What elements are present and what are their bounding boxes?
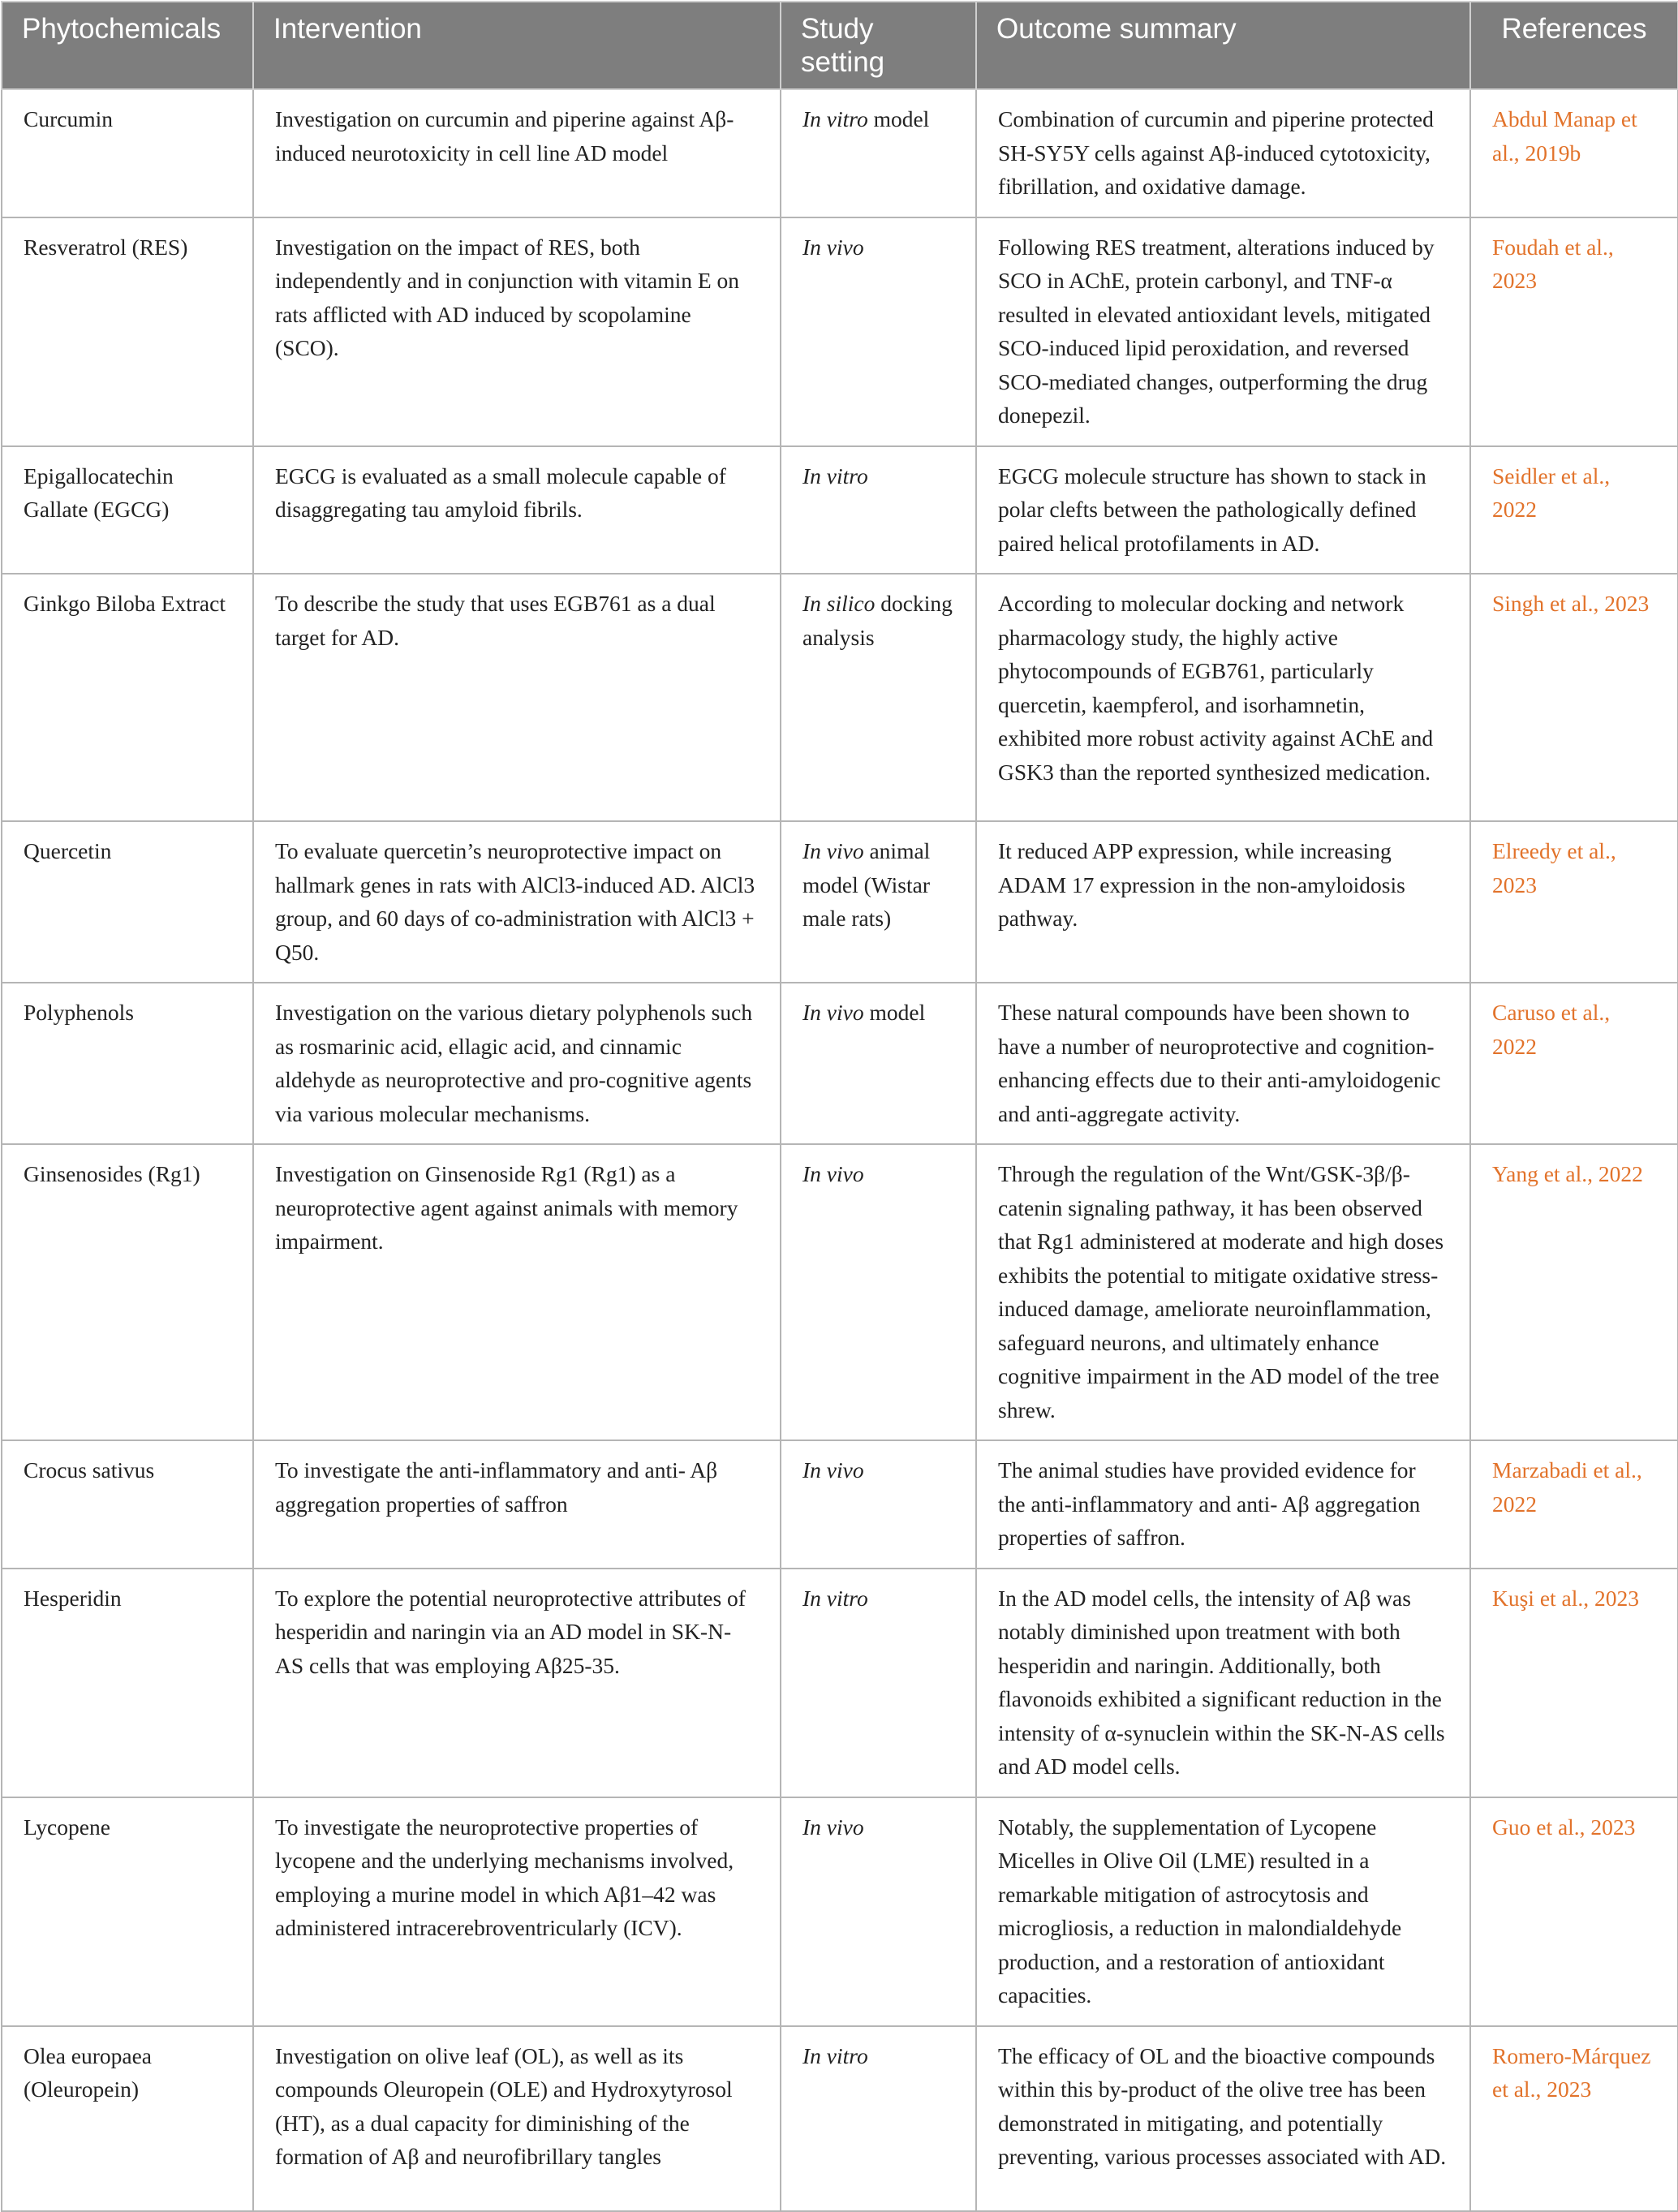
study-setting-cell <box>781 1144 976 1440</box>
table-row <box>2 2026 1678 2211</box>
phytochemical-cell: Lycopene <box>2 1797 253 2026</box>
intervention-cell: To investigate the neuroprotective properties of lycopene and the underlying mechanisms involved, employing a murine model in which Aβ1–42 was administered intracerebroventricularly (ICV). <box>253 1797 781 2026</box>
outcome-cell: Notably, the supplementation of Lycopene Micelles in Olive Oil (LME) resulted in a remarkable mitigation of astrocytosis and microgliosis, a reduction in malondialdehyde production, and a restoration of antioxidant capacities. <box>976 1797 1470 2026</box>
table-row <box>2 1569 1678 1797</box>
outcome-cell: Combination of curcumin and piperine protected SH-SY5Y cells against Aβ-induced cytotoxicity, fibrillation, and oxidative damage. <box>976 89 1470 217</box>
table-row <box>2 1797 1678 2026</box>
intervention-cell: Investigation on olive leaf (OL), as well as its compounds Oleuropein (OLE) and Hydroxytyrosol (HT), as a dual capacity for diminishing of the formation of Aβ and neurofibrillary tangles <box>253 2026 781 2211</box>
table-row <box>2 574 1678 821</box>
study-setting-italic: In vitro <box>802 463 868 488</box>
study-setting-cell <box>781 1569 976 1797</box>
study-setting-italic: In vivo <box>802 1000 864 1025</box>
reference-link[interactable]: Foudah et al., 2023 <box>1470 217 1678 446</box>
intervention-cell: To explore the potential neuroprotective attributes of hesperidin and naringin via an AD model in SK-N-AS cells that was employing Aβ25-35. <box>253 1569 781 1797</box>
phytochemical-cell: Ginsenosides (Rg1) <box>2 1144 253 1440</box>
study-setting-italic: In vivo <box>802 1161 864 1186</box>
table-row <box>2 217 1678 446</box>
phytochemical-cell: Polyphenols <box>2 983 253 1144</box>
header-study-setting: Study setting <box>781 2 976 89</box>
phytochemical-cell: Curcumin <box>2 89 253 217</box>
outcome-cell: The animal studies have provided evidence for the anti-inflammatory and anti- Aβ aggregation properties of saffron. <box>976 1440 1470 1569</box>
study-setting-cell <box>781 983 976 1144</box>
reference-link[interactable]: Guo et al., 2023 <box>1470 1797 1678 2026</box>
reference-link[interactable]: Caruso et al., 2022 <box>1470 983 1678 1144</box>
study-setting-rest: model <box>863 1000 926 1025</box>
intervention-cell: Investigation on the various dietary polyphenols such as rosmarinic acid, ellagic acid, and cinnamic aldehyde as neuroprotective and pro-cognitive agents via various molecular mechanisms. <box>253 983 781 1144</box>
reference-link[interactable]: Yang et al., 2022 <box>1470 1144 1678 1440</box>
header-outcome-summary: Outcome summary <box>976 2 1470 89</box>
intervention-cell: To evaluate quercetin’s neuroprotective impact on hallmark genes in rats with AlCl3-induced AD. AlCl3 group, and 60 days of co-administration with AlCl3 + Q50. <box>253 821 781 983</box>
reference-link[interactable]: Abdul Manap et al., 2019b <box>1470 89 1678 217</box>
study-setting-cell <box>781 574 976 821</box>
phytochemical-cell: Ginkgo Biloba Extract <box>2 574 253 821</box>
study-setting-cell <box>781 217 976 446</box>
intervention-cell: To investigate the anti-inflammatory and anti- Aβ aggregation properties of saffron <box>253 1440 781 1569</box>
intervention-cell: EGCG is evaluated as a small molecule capable of disaggregating tau amyloid fibrils. <box>253 446 781 575</box>
outcome-cell: According to molecular docking and network pharmacology study, the highly active phytocompounds of EGB761, particularly quercetin, kaempferol, and isorhamnetin, exhibited more robust activity against AChE and GSK3 than the reported synthesized medication. <box>976 574 1470 821</box>
table-header-row <box>2 2 1678 89</box>
outcome-cell: These natural compounds have been shown to have a number of neuroprotective and cognition-enhancing effects due to their anti-amyloidogenic and anti-aggregate activity. <box>976 983 1470 1144</box>
intervention-cell: To describe the study that uses EGB761 as a dual target for AD. <box>253 574 781 821</box>
table-row <box>2 983 1678 1144</box>
study-setting-rest: animal model (Wistar male rats) <box>802 838 931 931</box>
phytochemical-cell: Epigallocatechin Gallate (EGCG) <box>2 446 253 575</box>
phytochemical-cell: Quercetin <box>2 821 253 983</box>
study-setting-italic: In vivo <box>802 1457 864 1483</box>
outcome-cell: Following RES treatment, alterations induced by SCO in AChE, protein carbonyl, and TNF-α resulted in elevated antioxidant levels, mitigated SCO-induced lipid peroxidation, and reversed SCO-mediated changes, outperforming the drug donepezil. <box>976 217 1470 446</box>
study-setting-rest: docking analysis <box>802 591 953 650</box>
study-setting-cell <box>781 2026 976 2211</box>
study-setting-cell <box>781 446 976 575</box>
table-row <box>2 1144 1678 1440</box>
table-row <box>2 89 1678 217</box>
study-setting-italic: In vivo <box>802 1814 864 1840</box>
header-phytochemicals: Phytochemicals <box>2 2 253 89</box>
phytochemical-cell: Olea europaea (Oleuropein) <box>2 2026 253 2211</box>
intervention-cell: Investigation on the impact of RES, both independently and in conjunction with vitamin E on rats afflicted with AD induced by scopolamine (SCO). <box>253 217 781 446</box>
outcome-cell: It reduced APP expression, while increasing ADAM 17 expression in the non-amyloidosis pathway. <box>976 821 1470 983</box>
study-setting-italic: In vitro <box>802 106 868 131</box>
phytochemical-cell: Hesperidin <box>2 1569 253 1797</box>
outcome-cell: Through the regulation of the Wnt/GSK-3β/β-catenin signaling pathway, it has been observed that Rg1 administered at moderate and high doses exhibits the potential to mitigate oxidative stress-induced damage, ameliorate neuroinflammation, safeguard neurons, and ultimately enhance cognitive impairment in the AD model of the tree shrew. <box>976 1144 1470 1440</box>
study-setting-rest: model <box>867 106 930 131</box>
phytochemicals-table <box>1 1 1678 2212</box>
study-setting-cell <box>781 1797 976 2026</box>
header-references: References <box>1470 2 1678 89</box>
outcome-cell: The efficacy of OL and the bioactive compounds within this by-product of the olive tree has been demonstrated in mitigating, and potentially preventing, various processes associated with AD. <box>976 2026 1470 2211</box>
outcome-cell: In the AD model cells, the intensity of Aβ was notably diminished upon treatment with both hesperidin and naringin. Additionally, both flavonoids exhibited a significant reduction in the intensity of α-synuclein within the SK-N-AS cells and AD model cells. <box>976 1569 1470 1797</box>
header-intervention: Intervention <box>253 2 781 89</box>
study-setting-cell <box>781 89 976 217</box>
study-setting-italic: In vitro <box>802 1585 868 1611</box>
reference-link[interactable]: Seidler et al., 2022 <box>1470 446 1678 575</box>
reference-link[interactable]: Elreedy et al., 2023 <box>1470 821 1678 983</box>
table-row <box>2 821 1678 983</box>
study-setting-cell <box>781 821 976 983</box>
intervention-cell: Investigation on curcumin and piperine against Aβ-induced neurotoxicity in cell line AD model <box>253 89 781 217</box>
study-setting-italic: In silico <box>802 591 876 616</box>
reference-link[interactable]: Kuşi et al., 2023 <box>1470 1569 1678 1797</box>
study-setting-italic: In vivo <box>802 234 864 260</box>
study-setting-italic: In vitro <box>802 2042 868 2068</box>
reference-link[interactable]: Romero-Márquez et al., 2023 <box>1470 2026 1678 2211</box>
phytochemical-cell: Crocus sativus <box>2 1440 253 1569</box>
study-setting-cell <box>781 1440 976 1569</box>
intervention-cell: Investigation on Ginsenoside Rg1 (Rg1) as a neuroprotective agent against animals with memory impairment. <box>253 1144 781 1440</box>
table-row <box>2 1440 1678 1569</box>
reference-link[interactable]: Marzabadi et al., 2022 <box>1470 1440 1678 1569</box>
table-row <box>2 446 1678 575</box>
outcome-cell: EGCG molecule structure has shown to stack in polar clefts between the pathologically defined paired helical protofilaments in AD. <box>976 446 1470 575</box>
phytochemical-cell: Resveratrol (RES) <box>2 217 253 446</box>
reference-link[interactable]: Singh et al., 2023 <box>1470 574 1678 821</box>
study-setting-italic: In vivo <box>802 838 864 863</box>
